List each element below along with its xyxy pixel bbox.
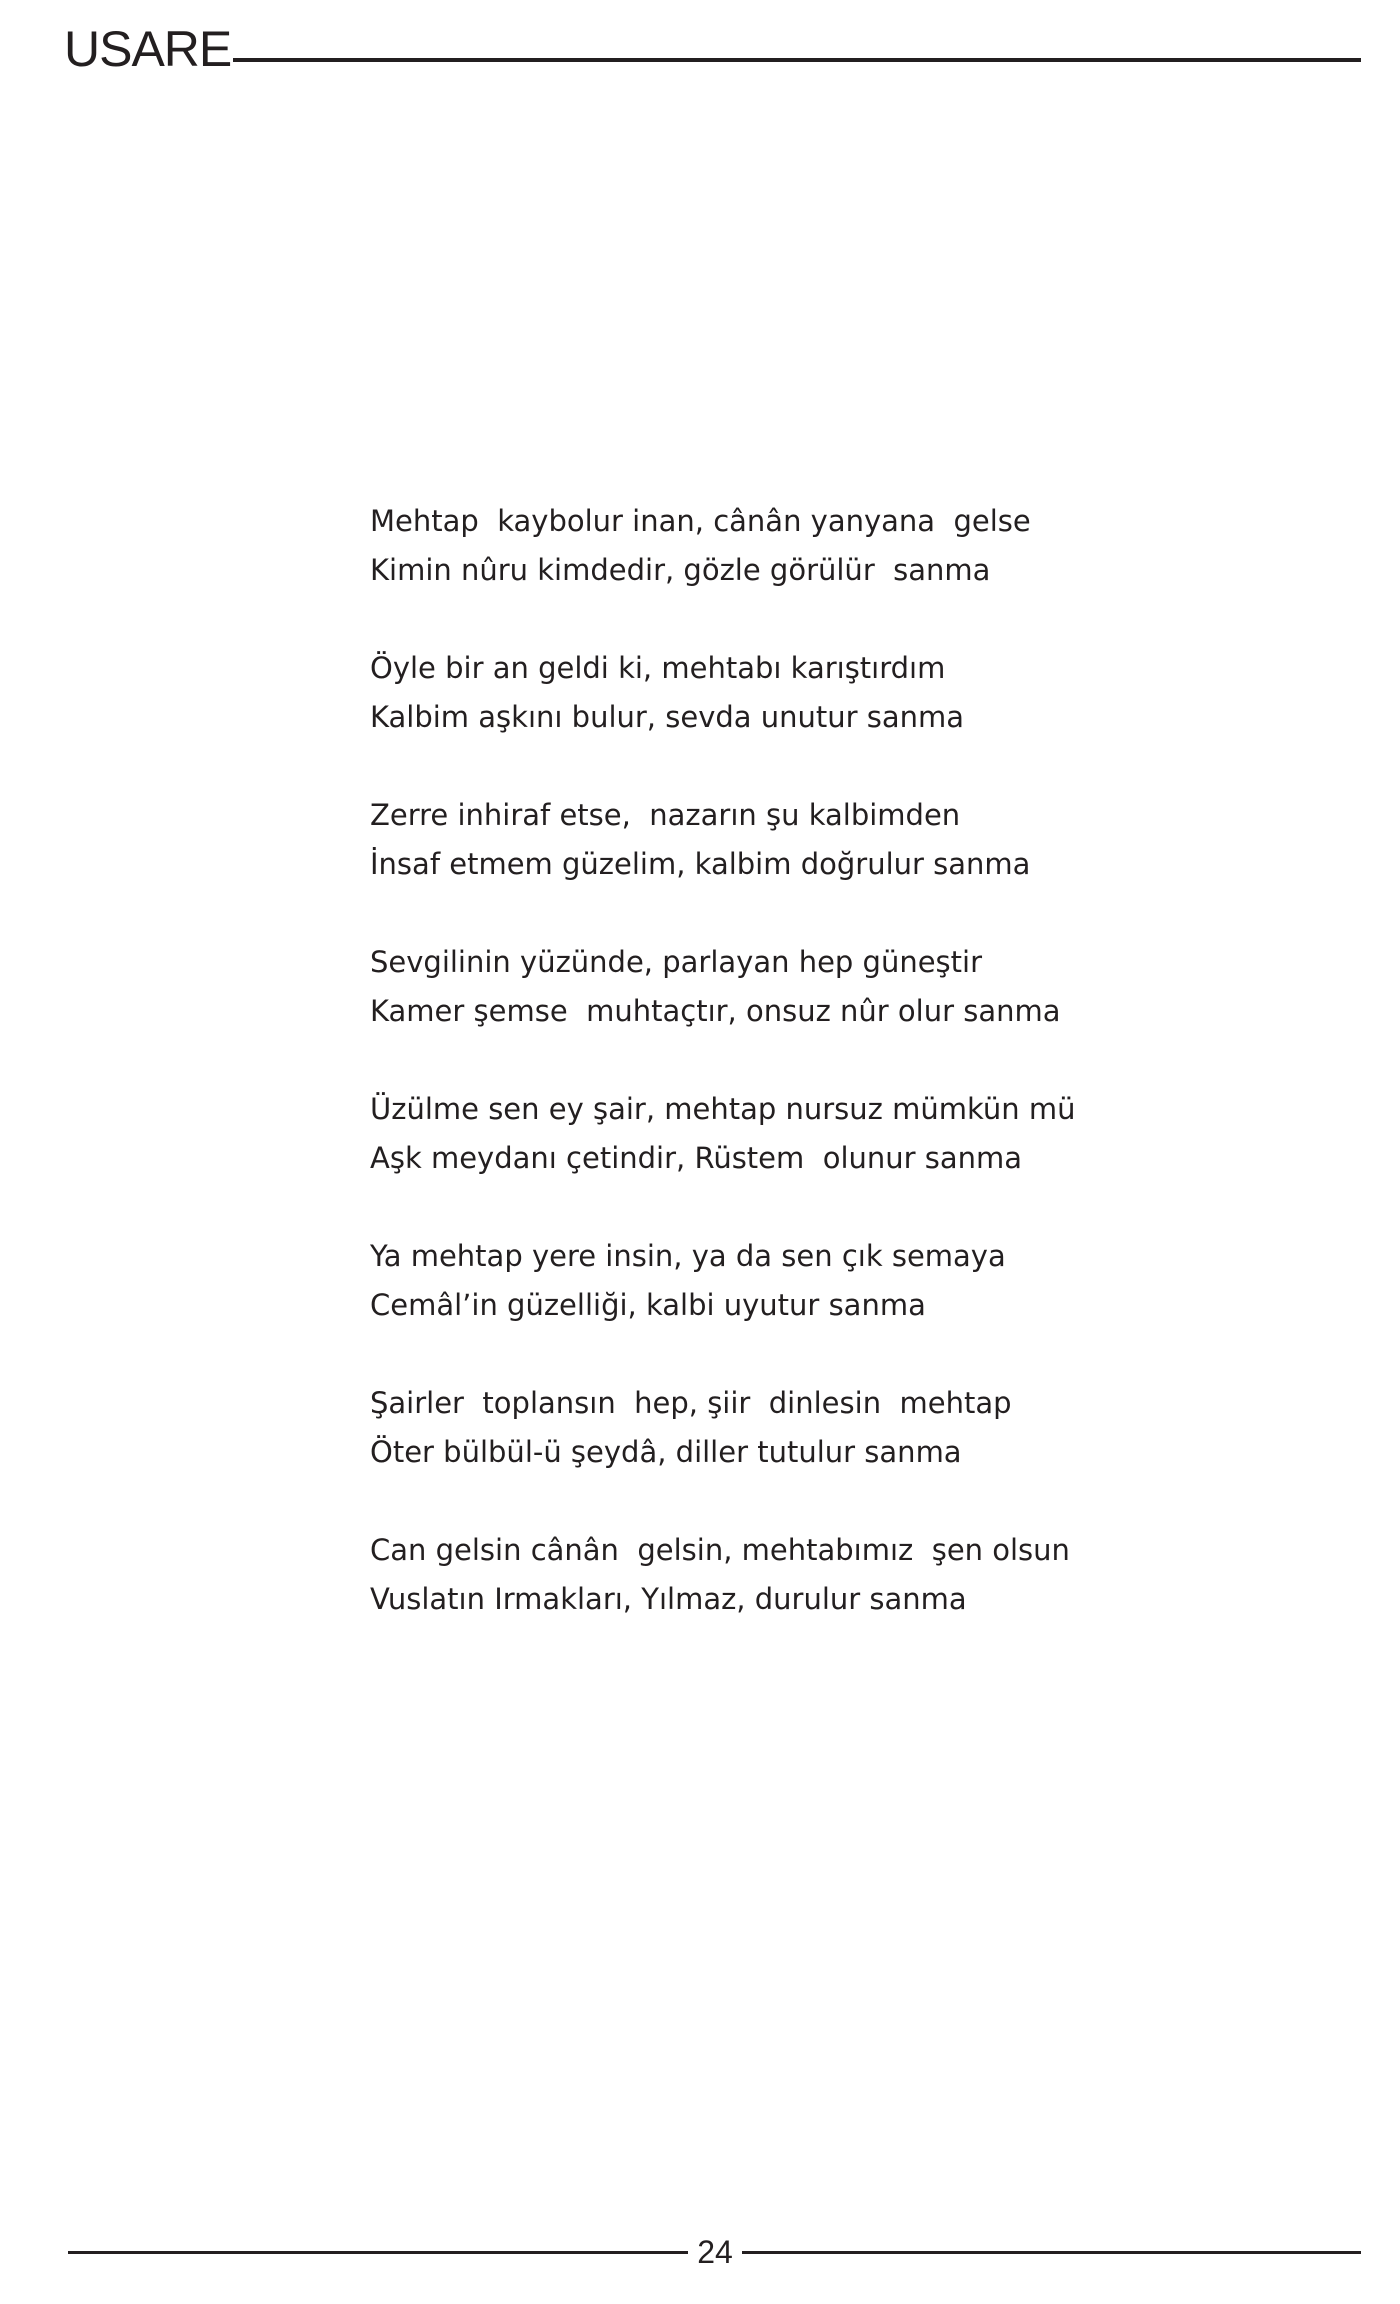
footer-rule-left (68, 2251, 688, 2254)
stanza-5 (370, 1085, 1150, 1183)
poem-line: Öyle bir an geldi ki, mehtabı karıştırdım (370, 651, 946, 685)
stanza-6 (370, 1232, 1150, 1330)
stanza-8 (370, 1526, 1150, 1624)
poem-line: Üzülme sen ey şair, mehtap nursuz mümkün mü (370, 1092, 1076, 1126)
poem-line: Kamer şemse muhtaçtır, onsuz nûr olur sanma (370, 994, 1061, 1028)
poem-line: Mehtap kaybolur inan, cânân yanyana gelse (370, 504, 1031, 538)
stanza-7 (370, 1379, 1150, 1477)
poem-line: Can gelsin cânân gelsin, mehtabımız şen olsun (370, 1533, 1070, 1567)
stanza-4 (370, 938, 1150, 1036)
page-number: 24 (697, 2234, 733, 2270)
stanza-3 (370, 791, 1150, 889)
poem-line: Cemâl’in güzelliği, kalbi uyutur sanma (370, 1288, 926, 1322)
poem-line: Aşk meydanı çetindir, Rüstem olunur sanma (370, 1141, 1023, 1175)
stanza-2 (370, 644, 1150, 742)
poem-body (370, 497, 1150, 1673)
poem-line: Ya mehtap yere insin, ya da sen çık semaya (370, 1239, 1006, 1273)
running-header-title: USARE (64, 21, 232, 77)
poem-line: Şairler toplansın hep, şiir dinlesin mehtap (370, 1386, 1012, 1420)
header-rule (233, 58, 1361, 62)
poem-line: Sevgilinin yüzünde, parlayan hep güneştir (370, 945, 983, 979)
poem-line: Kalbim aşkını bulur, sevda unutur sanma (370, 700, 965, 734)
poem-line: Kimin nûru kimdedir, gözle görülür sanma (370, 553, 991, 587)
poem-line: Öter bülbül-ü şeydâ, diller tutulur sanma (370, 1435, 962, 1469)
poem-line: Vuslatın Irmakları, Yılmaz, durulur sanma (370, 1582, 967, 1616)
stanza-1 (370, 497, 1150, 595)
footer-rule-right (742, 2251, 1361, 2254)
poem-line: İnsaf etmem güzelim, kalbim doğrulur sanma (370, 847, 1031, 881)
poem-line: Zerre inhiraf etse, nazarın şu kalbimden (370, 798, 961, 832)
